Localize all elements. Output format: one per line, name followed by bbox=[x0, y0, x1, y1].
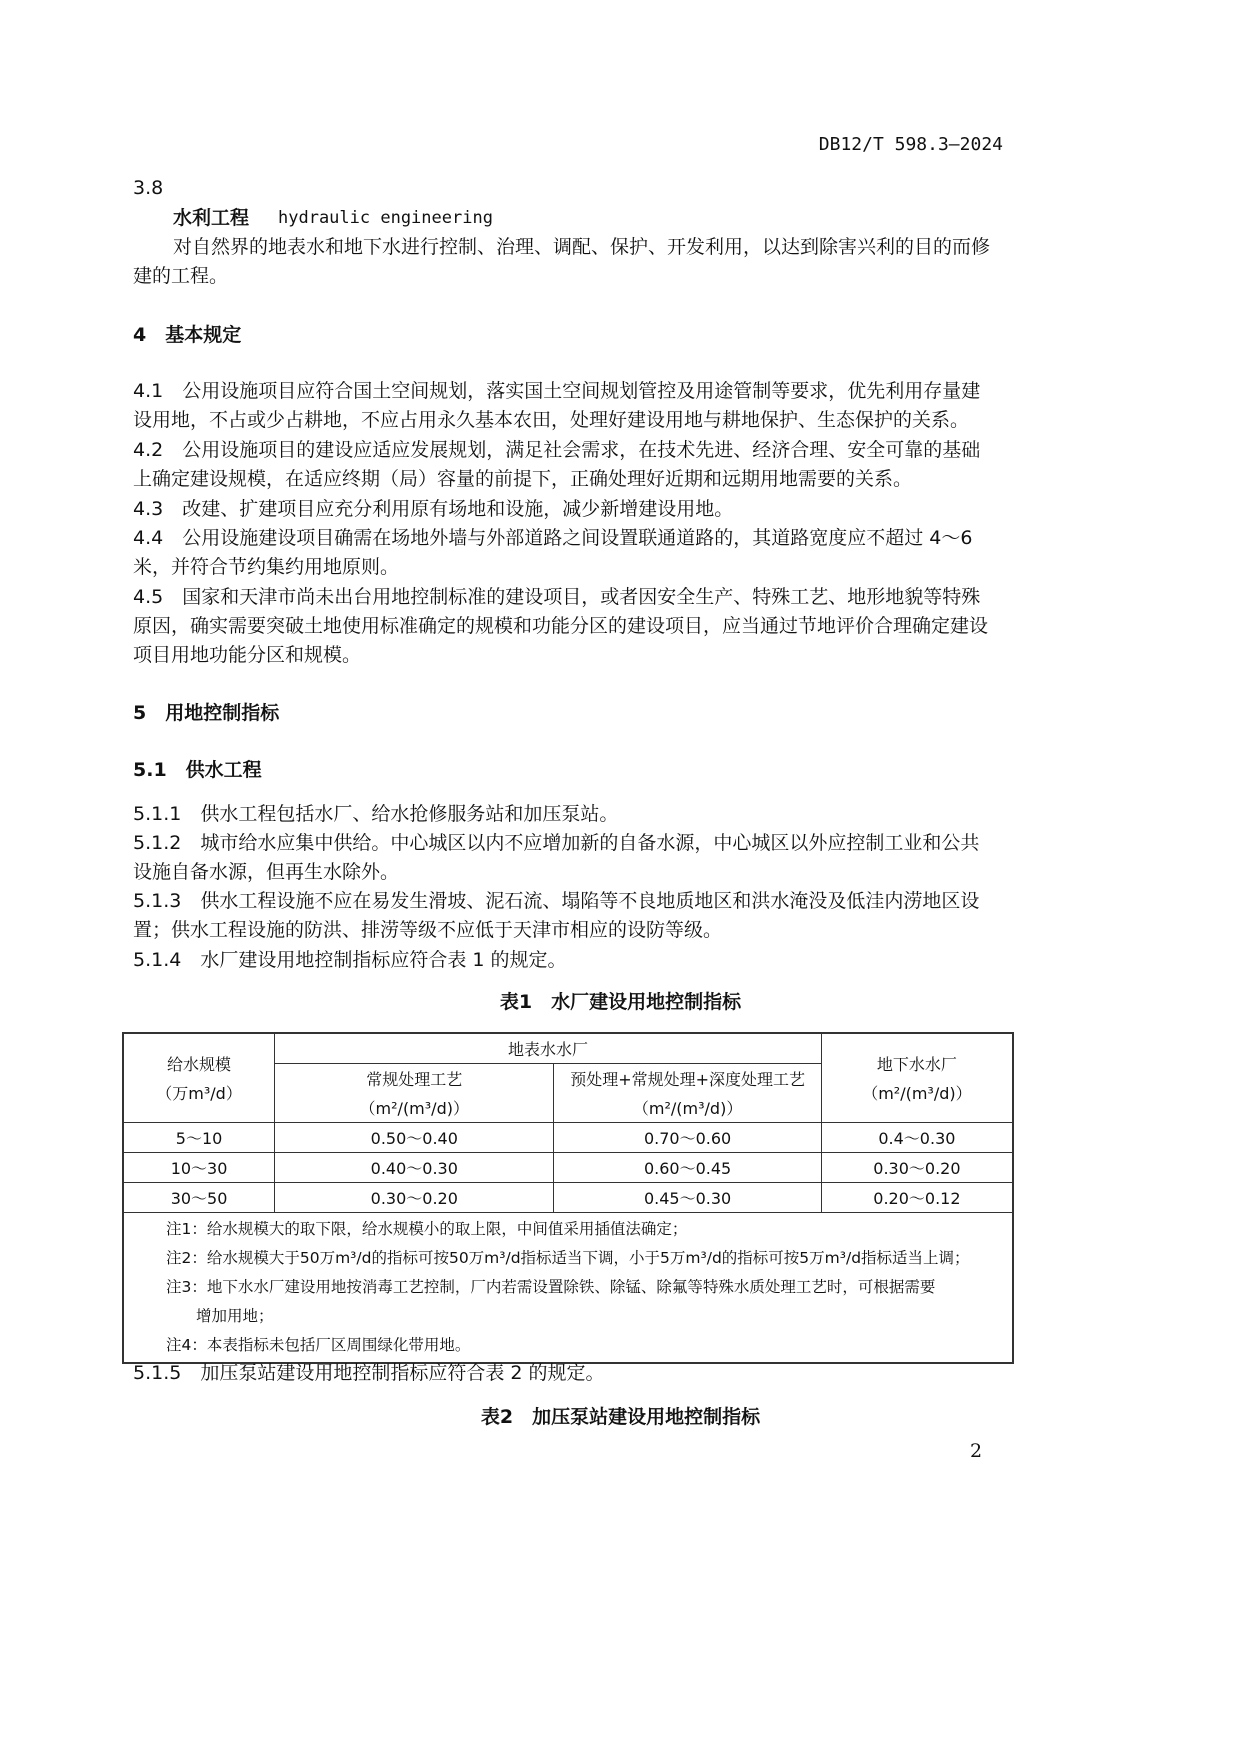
section-heading: 5 用地控制指标 bbox=[133, 702, 280, 724]
paragraph-line: 5.1.5 加压泵站建设用地控制指标应符合表 2 的规定。 bbox=[133, 1362, 605, 1384]
header-cell bbox=[123, 1033, 275, 1123]
header-label: 给水规模 bbox=[167, 1055, 232, 1074]
header-cell bbox=[821, 1033, 1013, 1123]
note: 注4：本表指标未包括厂区周围绿化带用地。 bbox=[166, 1336, 471, 1354]
paragraph-line: 米，并符合节约集约用地原则。 bbox=[133, 556, 400, 578]
note: 注3：地下水水厂建设用地按消毒工艺控制，厂内若需设置除铁、除锰、除氟等特殊水质处理工艺时，可根据需要 bbox=[166, 1278, 936, 1296]
header-label: 地下水水厂 bbox=[876, 1055, 957, 1074]
header-cell bbox=[275, 1064, 554, 1123]
header-unit: （万m³/d） bbox=[156, 1084, 242, 1103]
paragraph-line: 原因，确实需要突破土地使用标准确定的规模和功能分区的建设项目，应当通过节地评价合理确定建设 bbox=[133, 615, 989, 637]
paragraph-line: 5.1.1 供水工程包括水厂、给水抢修服务站和加压泵站。 bbox=[133, 803, 619, 825]
definition-line: 建的工程。 bbox=[133, 265, 229, 287]
definition-line: 对自然界的地表水和地下水进行控制、治理、调配、保护、开发利用，以达到除害兴利的目的而修 bbox=[173, 236, 991, 258]
paragraph-line: 设用地，不占或少占耕地，不应占用永久基本农田，处理好建设用地与耕地保护、生态保护的关系。 bbox=[133, 409, 970, 431]
cell: 0.60～0.45 bbox=[554, 1153, 821, 1183]
paragraph-line: 置；供水工程设施的防洪、排涝等级不应低于天津市相应的设防等级。 bbox=[133, 919, 723, 941]
cell: 0.30～0.20 bbox=[821, 1153, 1013, 1183]
paragraph-line: 4.4 公用设施建设项目确需在场地外墙与外部道路之间设置联通道路的，其道路宽度应不超过 4～6 bbox=[133, 527, 973, 549]
header-label: 预处理+常规处理+深度处理工艺 bbox=[570, 1070, 806, 1089]
header-unit: （m²/(m³/d)） bbox=[632, 1099, 743, 1118]
cell: 0.4～0.30 bbox=[821, 1123, 1013, 1153]
paragraph-line: 设施自备水源，但再生水除外。 bbox=[133, 861, 400, 883]
cell: 10～30 bbox=[123, 1153, 275, 1183]
page-number: 2 bbox=[970, 1440, 983, 1462]
header-unit: （m²/(m³/d)） bbox=[359, 1099, 469, 1118]
table-row bbox=[123, 1123, 1013, 1153]
header-unit: （m²/(m³/d)） bbox=[862, 1084, 972, 1103]
section-heading: 4 基本规定 bbox=[133, 324, 242, 346]
cell: 0.20～0.12 bbox=[821, 1183, 1013, 1213]
paragraph-line: 4.3 改建、扩建项目应充分利用原有场地和设施，减少新增建设用地。 bbox=[133, 498, 734, 520]
note: 增加用地； bbox=[196, 1307, 274, 1325]
water-plant-land-table bbox=[122, 1032, 1014, 1364]
header-cell bbox=[554, 1064, 821, 1123]
cell: 0.70～0.60 bbox=[554, 1123, 821, 1153]
cell: 0.50～0.40 bbox=[275, 1123, 554, 1153]
paragraph-line: 5.1.2 城市给水应集中供给。中心城区以内不应增加新的自备水源，中心城区以外应控制工业和公共 bbox=[133, 832, 980, 854]
table-row bbox=[123, 1183, 1013, 1213]
note: 注1：给水规模大的取下限，给水规模小的取上限，中间值采用插值法确定； bbox=[166, 1220, 688, 1238]
table-title: 表2 加压泵站建设用地控制指标 bbox=[480, 1406, 761, 1428]
doc-number: DB12/T 598.3—2024 bbox=[818, 134, 1003, 155]
paragraph-line: 上确定建设规模，在适应终期（局）容量的前提下，正确处理好近期和远期用地需要的关系。 bbox=[133, 468, 913, 490]
cell: 5～10 bbox=[123, 1123, 275, 1153]
table-title: 表1 水厂建设用地控制指标 bbox=[499, 991, 742, 1013]
header-cell: 地表水水厂 bbox=[275, 1033, 822, 1064]
cell: 0.30～0.20 bbox=[275, 1183, 554, 1213]
paragraph-line: 4.5 国家和天津市尚未出台用地控制标准的建设项目，或者因安全生产、特殊工艺、地形地貌等特殊 bbox=[133, 586, 981, 608]
table-notes bbox=[123, 1213, 1013, 1364]
note: 注2：给水规模大于50万m³/d的指标可按50万m³/d指标适当下调，小于5万m³/d的指标可按5万m³/d指标适当上调； bbox=[166, 1249, 970, 1267]
cell: 0.40～0.30 bbox=[275, 1153, 554, 1183]
clause-number: 3.8 bbox=[133, 177, 164, 199]
header-label: 常规处理工艺 bbox=[366, 1070, 463, 1089]
paragraph-line: 4.1 公用设施项目应符合国土空间规划，落实国土空间规划管控及用途管制等要求，优先利用存量建 bbox=[133, 380, 981, 402]
cell: 30～50 bbox=[123, 1183, 275, 1213]
cell: 0.45～0.30 bbox=[554, 1183, 821, 1213]
term-en: hydraulic engineering bbox=[278, 208, 493, 228]
table-row bbox=[123, 1153, 1013, 1183]
paragraph-line: 5.1.3 供水工程设施不应在易发生滑坡、泥石流、塌陷等不良地质地区和洪水淹没及低洼内涝地区设 bbox=[133, 890, 980, 912]
paragraph-line: 项目用地功能分区和规模。 bbox=[133, 644, 362, 666]
paragraph-line: 5.1.4 水厂建设用地控制指标应符合表 1 的规定。 bbox=[133, 949, 567, 971]
subsection-heading: 5.1 供水工程 bbox=[133, 759, 262, 781]
paragraph-line: 4.2 公用设施项目的建设应适应发展规划，满足社会需求，在技术先进、经济合理、安全可靠的基础 bbox=[133, 439, 981, 461]
term: 水利工程 bbox=[173, 207, 250, 229]
